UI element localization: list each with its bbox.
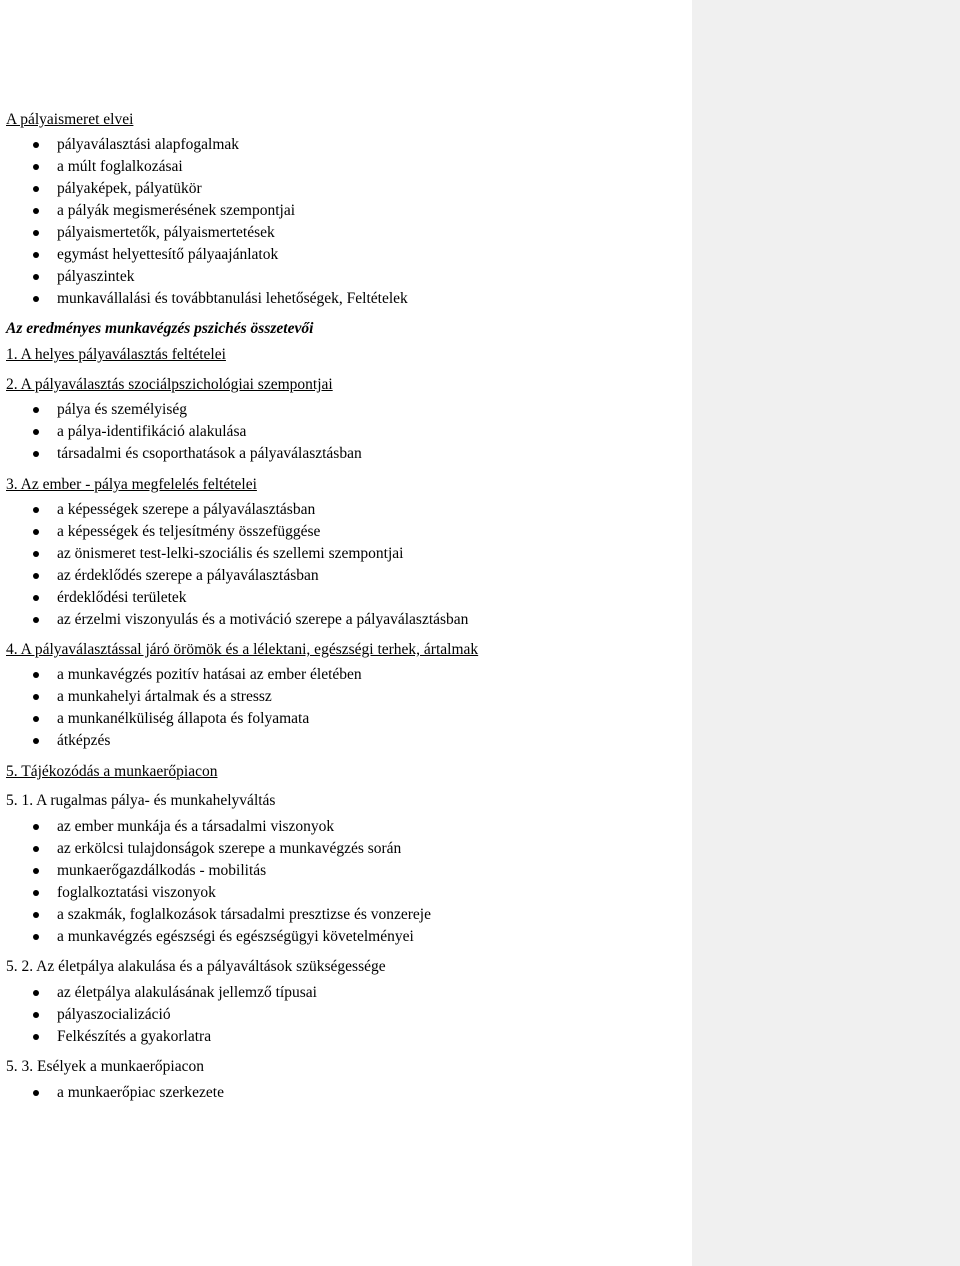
bullet-icon [33,451,39,457]
list-item: a szakmák, foglalkozások társadalmi presztizse és vonzereje [0,906,431,928]
section-heading-4: 4. A pályaválasztással járó örömök és a lélektani, egészségi terhek, ártalmak [6,641,479,658]
bullet-icon [33,716,39,722]
bullet-icon [33,296,39,302]
bullet-icon [33,617,39,623]
italic-heading: Az eredményes munkavégzés pszichés összetevői [6,320,314,337]
list-item: pályaképek, pályatükör [0,180,408,202]
list-item: a képességek és teljesítmény összefüggése [0,523,468,545]
list-item: pályaismertetők, pályaismertetések [0,224,408,246]
list-item: az érdeklődés szerepe a pályaválasztásban [0,567,468,589]
bullet-icon [33,824,39,830]
list-item: az ember munkája és a társadalmi viszonyok [0,818,431,840]
bullet-icon [33,573,39,579]
list-item: átképzés [0,732,362,754]
list-item: az erkölcsi tulajdonságok szerepe a munkavégzés során [0,840,431,862]
section-heading-1: 1. A helyes pályaválasztás feltételei [6,346,226,363]
document-title: A pályaismeret elvei [6,111,134,128]
list-item: a munkavégzés pozitív hatásai az ember életében [0,666,362,688]
list-item: érdeklődési területek [0,589,468,611]
bullet-icon [33,208,39,214]
bullet-icon [33,1012,39,1018]
bullet-icon [33,551,39,557]
list-item: egymást helyettesítő pályaajánlatok [0,246,408,268]
bullet-icon [33,186,39,192]
bullet-icon [33,230,39,236]
list-section-2 [0,401,362,467]
bullet-icon [33,868,39,874]
list-item: pályaszintek [0,268,408,290]
bullet-icon [33,252,39,258]
list-section-3 [0,501,468,633]
list-item: a pályák megismerésének szempontjai [0,202,408,224]
list-item: foglalkoztatási viszonyok [0,884,431,906]
bullet-icon [33,846,39,852]
list-item: a munkavégzés egészségi és egészségügyi követelményei [0,928,431,950]
bullet-icon [33,164,39,170]
section-heading-3: 3. Az ember - pálya megfelelés feltételei [6,476,257,493]
bullet-icon [33,912,39,918]
list-item: a munkahelyi ártalmak és a stressz [0,688,362,710]
bullet-icon [33,990,39,996]
bullet-icon [33,142,39,148]
list-item: a képességek szerepe a pályaválasztásban [0,501,468,523]
list-item: a munkanélküliség állapota és folyamata [0,710,362,732]
subsection-heading-5-2: 5. 2. Az életpálya alakulása és a pályaváltások szükségessége [6,958,386,975]
list-section-5-1 [0,818,431,950]
list-item: pályaszocializáció [0,1006,317,1028]
bullet-icon [33,934,39,940]
section-heading-2: 2. A pályaválasztás szociálpszichológiai szempontjai [6,376,333,393]
list-principles [0,136,408,312]
bullet-icon [33,1090,39,1096]
list-item: az életpálya alakulásának jellemző típusai [0,984,317,1006]
list-item: a munkaerőpiac szerkezete [0,1084,224,1106]
list-item: pálya és személyiség [0,401,362,423]
bullet-icon [33,672,39,678]
bullet-icon [33,274,39,280]
bullet-icon [33,407,39,413]
subsection-heading-5-3: 5. 3. Esélyek a munkaerőpiacon [6,1058,204,1075]
list-item: a pálya-identifikáció alakulása [0,423,362,445]
list-item: munkavállalási és továbbtanulási lehetőségek, Feltételek [0,290,408,312]
bullet-icon [33,738,39,744]
bullet-icon [33,507,39,513]
list-item: az önismeret test-lelki-szociális és szellemi szempontjai [0,545,468,567]
list-item: pályaválasztási alapfogalmak [0,136,408,158]
bullet-icon [33,1034,39,1040]
list-section-5-3 [0,1084,224,1106]
bullet-icon [33,890,39,896]
subsection-heading-5-1: 5. 1. A rugalmas pálya- és munkahelyváltás [6,792,276,809]
bullet-icon [33,529,39,535]
bullet-icon [33,429,39,435]
list-item: munkaerőgazdálkodás - mobilitás [0,862,431,884]
comment-margin-pane [692,0,960,1266]
list-section-4 [0,666,362,754]
bullet-icon [33,694,39,700]
section-heading-5: 5. Tájékozódás a munkaerőpiacon [6,763,218,780]
list-item: Felkészítés a gyakorlatra [0,1028,317,1050]
list-item: a múlt foglalkozásai [0,158,408,180]
list-section-5-2 [0,984,317,1050]
bullet-icon [33,595,39,601]
list-item: társadalmi és csoporthatások a pályaválasztásban [0,445,362,467]
list-item: az érzelmi viszonyulás és a motiváció szerepe a pályaválasztásban [0,611,468,633]
